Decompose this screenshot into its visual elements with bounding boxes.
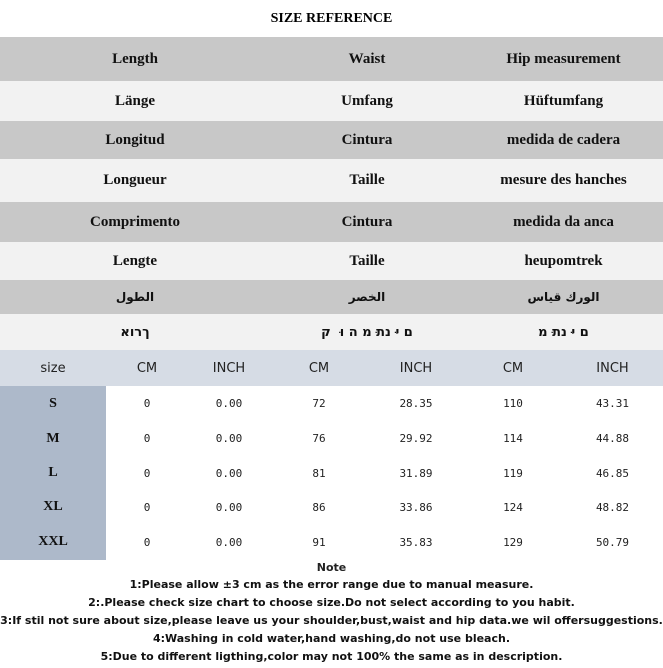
waist-label: Cintura [341,213,393,230]
waist-label: Umfang [341,92,393,109]
length-cm-value: 0 [143,397,151,410]
waist-cm-value: 91 [312,535,326,549]
length-cm-value: 0 [143,466,151,480]
size-label: M [0,421,106,456]
length-label: Länge [114,92,155,109]
waist-label: ם י ּנת ּמ ה ו ּ ק [321,324,413,340]
length-cm-value: 0 [143,432,151,445]
translation-row-spanish [0,121,663,159]
translation-row-french [0,159,663,202]
hip-label: medida da anca [513,213,614,230]
page-title: SIZE REFERENCE [270,10,393,26]
length-inch-value: 0.00 [215,466,243,480]
hip-label: Hüftumfang [523,92,604,109]
table-row [0,386,663,421]
translation-row-arabic [0,280,663,314]
length-cm-value: 0 [143,500,151,514]
waist-inch-value: 35.83 [399,535,433,549]
waist-inch-value: 31.89 [399,466,433,480]
length-inch-value: 0.00 [215,432,243,445]
waist-inch-value: 28.35 [399,397,433,410]
hip-inch-value: 46.85 [595,466,630,480]
hip-cm-value: 124 [503,500,523,514]
hip-cm-value: 119 [503,466,523,480]
hip-label: heupomtrek [524,252,603,269]
length-cm-value: 0 [143,535,151,549]
length-label: ךרוא [120,324,150,340]
size-label: L [0,456,106,490]
length-label: Comprimento [90,213,180,230]
waist-cm-value: 76 [312,432,326,445]
length-inch-value: 0.00 [215,535,243,549]
length-label: Longueur [103,172,167,188]
note-line: 3:If stil not sure about size,please leave us your shoulder,bust,waist and hip data.we wil offersuggestions. [0,614,663,627]
header-length-cm: CM [136,360,158,376]
waist-label: Taille [349,172,385,188]
waist-label: Cintura [341,131,393,148]
hip-inch-value: 48.82 [595,500,630,514]
translation-row-portuguese [0,202,663,242]
hip-label: mesure des hanches [500,172,627,188]
length-label: Lengte [112,252,158,269]
header-waist-cm: CM [308,360,330,376]
note-line: 5:Due to different ligthing,color may not 100% the same as in description. [100,650,563,663]
table-row [0,524,663,560]
waist-cm-value: 81 [312,466,326,480]
hip-cm-value: 129 [503,535,523,549]
length-label: الطول [115,290,155,304]
length-inch-value: 0.00 [215,397,243,410]
hip-label: ם י ּנת ּמ [538,324,589,340]
hip-inch-value: 44.88 [595,432,630,445]
hip-cm-value: 114 [503,432,523,445]
table-row [0,456,663,490]
length-label: Longitud [105,131,165,148]
note-line: 4:Washing in cold water,hand washing,do not use bleach. [152,632,511,645]
waist-inch-value: 29.92 [399,432,433,445]
note-line: 2:.Please check size chart to choose size.Do not select according to you habit. [88,596,575,609]
header-length-inch: INCH [212,360,246,376]
length-label: Length [112,50,158,67]
hip-inch-value: 43.31 [595,397,630,410]
waist-inch-value: 33.86 [399,500,433,514]
table-row [0,421,663,456]
hip-label: الورك قياس [527,290,600,304]
translation-row-german [0,81,663,121]
translation-row-english [0,37,663,81]
waist-label: Waist [348,50,386,67]
waist-cm-value: 72 [312,397,326,410]
notes-title: Note [316,561,347,574]
table-row [0,490,663,524]
size-label: XL [0,490,106,524]
note-line: 1:Please allow ±3 cm as the error range due to manual measure. [129,578,534,591]
waist-cm-value: 86 [312,500,326,514]
size-table-header [0,350,663,386]
hip-inch-value: 50.79 [595,535,630,549]
header-hip-inch: INCH [596,360,629,376]
header-hip-cm: CM [502,360,524,376]
size-label: S [0,386,106,421]
waist-label: Taille [349,252,385,269]
hip-cm-value: 110 [503,397,523,410]
translation-row-dutch [0,242,663,280]
translation-row-hebrew [0,314,663,350]
header-waist-inch: INCH [399,360,433,376]
hip-label: Hip measurement [506,50,621,67]
size-label: XXL [0,524,106,560]
header-size: size [40,360,66,376]
hip-label: medida de cadera [506,131,621,148]
waist-label: الخصر [348,290,386,304]
length-inch-value: 0.00 [215,500,243,514]
